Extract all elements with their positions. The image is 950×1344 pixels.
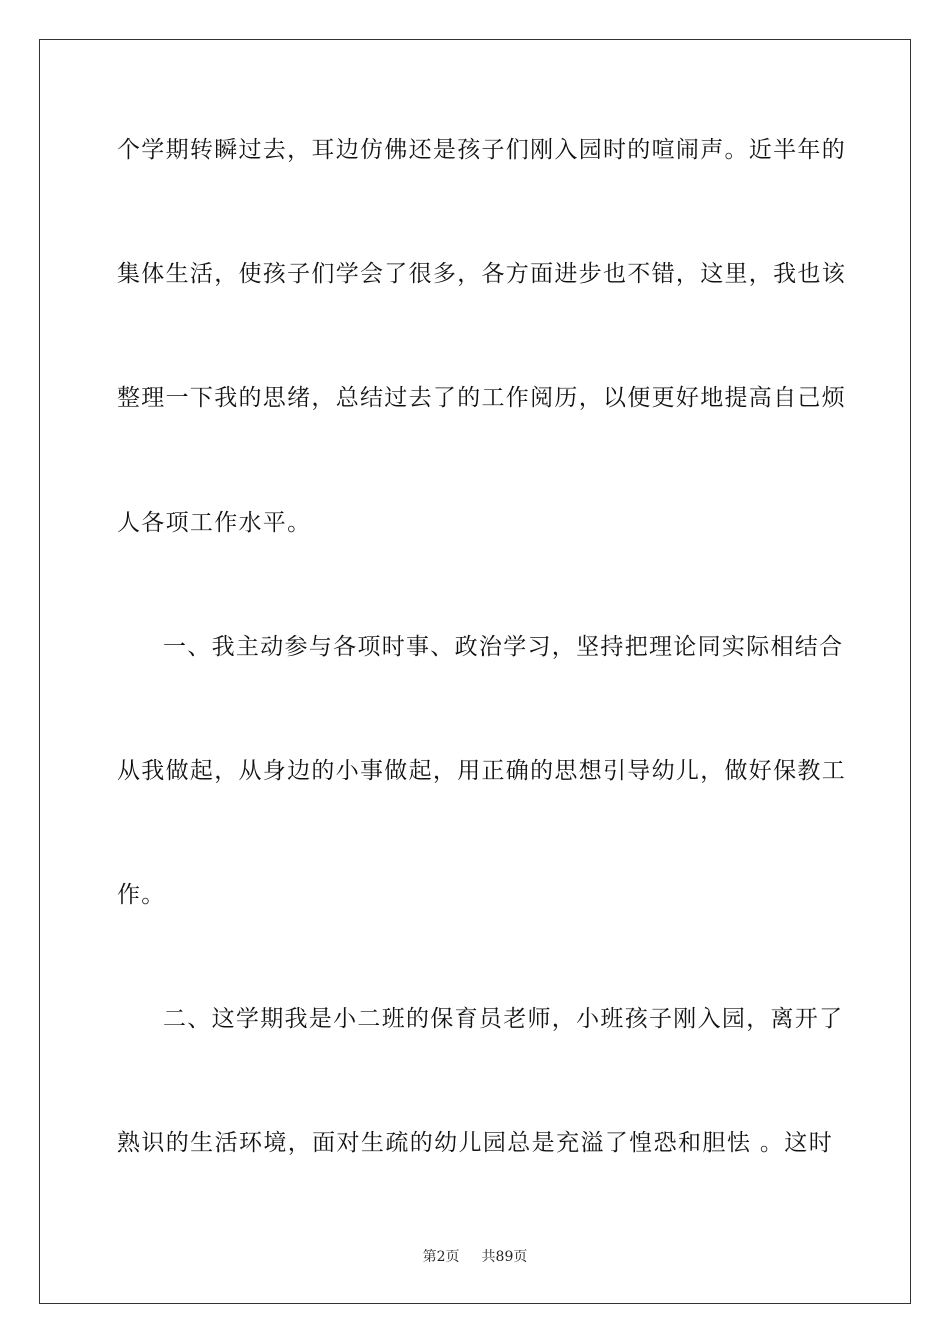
text-line: 整理一下我的思绪，总结过去了的工作阅历，以便更好地提高自己烦	[117, 385, 846, 411]
page-footer	[0, 1248, 950, 1266]
current-page-number: 第2页	[422, 1249, 460, 1265]
text-line: 从我做起，从身边的小事做起，用正确的思想引导幼儿，做好保教工	[117, 758, 846, 784]
paragraph-start-line: 二、这学期我是小二班的保育员老师，小班孩子刚入园，离开了	[163, 1006, 844, 1032]
text-line: 个学期转瞬过去，耳边仿佛还是孩子们刚入园时的喧闹声。近半年的	[117, 137, 846, 163]
text-line: 作。	[117, 882, 166, 908]
text-line: 熟识的生活环境，面对生疏的幼儿园总是充溢了惶恐和胆怯 。这时	[117, 1130, 833, 1156]
paragraph-start-line: 一、我主动参与各项时事、政治学习，坚持把理论同实际相结合	[163, 634, 844, 660]
text-line: 人各项工作水平。	[117, 510, 312, 536]
page-border	[39, 39, 911, 1304]
text-line: 集体生活，使孩子们学会了很多，各方面进步也不错，这里，我也该	[117, 261, 846, 287]
total-page-count: 共89页	[481, 1249, 528, 1265]
